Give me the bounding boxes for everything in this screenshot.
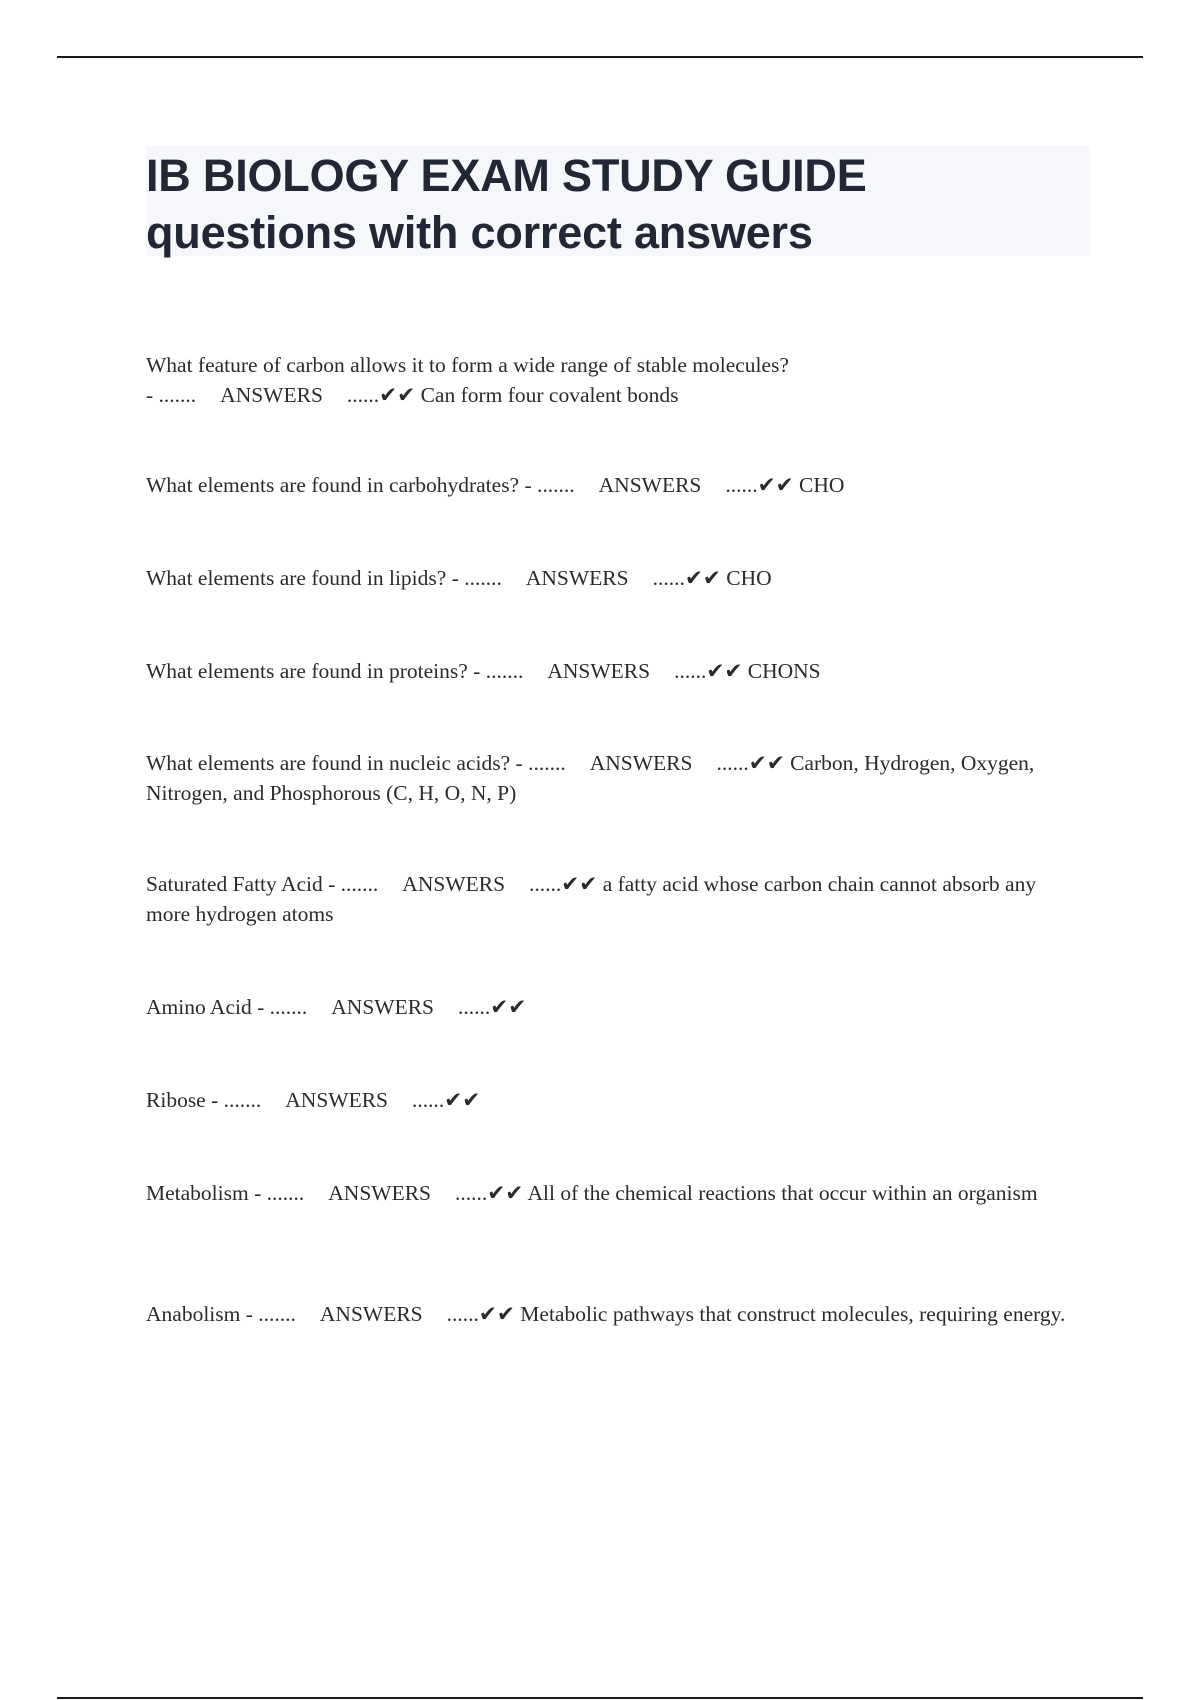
- answers-label: ANSWERS: [331, 995, 434, 1019]
- qa-item-6: [146, 869, 1076, 929]
- separator-left: - .......: [146, 383, 197, 407]
- qa-item-2: [146, 470, 1076, 500]
- title-line-1: IB BIOLOGY EXAM STUDY GUIDE: [146, 150, 867, 201]
- separator-right: ......✔✔: [446, 1302, 515, 1326]
- answers-label: ANSWERS: [547, 659, 651, 683]
- separator-left: - .......: [254, 1181, 305, 1205]
- answers-label: ANSWERS: [220, 383, 323, 407]
- answer-text: CHO: [726, 566, 772, 590]
- separator-right: ......✔✔: [529, 872, 598, 896]
- separator-left: - .......: [473, 659, 524, 683]
- separator-left: - .......: [257, 995, 308, 1019]
- answers-label: ANSWERS: [525, 566, 629, 590]
- separator-left: - .......: [245, 1302, 296, 1326]
- qa-item-8: [146, 1085, 1076, 1115]
- separator-right: ......✔✔: [455, 1181, 524, 1205]
- qa-item-5: [146, 748, 1076, 808]
- answer-text: Metabolic pathways that construct molecules, requiring energy.: [520, 1302, 1066, 1326]
- separator-right: ......✔✔: [652, 566, 721, 590]
- separator-right: ......✔✔: [674, 659, 743, 683]
- qa-item-1: [146, 350, 1076, 410]
- answers-label: ANSWERS: [402, 872, 506, 896]
- qa-item-4: [146, 656, 1076, 686]
- separator-right: ......✔✔: [458, 995, 527, 1019]
- question-text: What feature of carbon allows it to form a wide range of stable molecules?: [146, 353, 789, 377]
- answer-text: CHONS: [747, 659, 821, 683]
- answers-label: ANSWERS: [285, 1088, 389, 1112]
- qa-item-3: [146, 563, 1076, 593]
- separator-right: ......✔✔: [725, 473, 794, 497]
- bottom-rule: [57, 1697, 1143, 1699]
- question-text: What elements are found in nucleic acids?: [146, 751, 511, 775]
- qa-item-10: [146, 1299, 1076, 1329]
- answer-text: CHO: [799, 473, 845, 497]
- separator-left: - .......: [211, 1088, 262, 1112]
- separator-right: ......✔✔: [346, 383, 416, 407]
- page-title: [146, 146, 1090, 261]
- question-text: What elements are found in proteins?: [146, 659, 468, 683]
- answer-text: Carbon, Hydrogen, Oxygen, Nitrogen, and Phosphorous (C, H, O, N, P): [146, 751, 1035, 805]
- answer-text: All of the chemical reactions that occur within an organism: [527, 1181, 1038, 1205]
- answer-text: a fatty acid whose carbon chain cannot absorb any more hydrogen atoms: [146, 872, 1037, 926]
- qa-item-7: [146, 992, 1076, 1022]
- separator-left: - .......: [451, 566, 502, 590]
- qa-item-9: [146, 1178, 1076, 1208]
- question-text: Anabolism: [146, 1302, 241, 1326]
- title-line-2: questions with correct answers: [146, 207, 813, 258]
- question-text: Saturated Fatty Acid: [146, 872, 323, 896]
- title-block: [146, 146, 1090, 256]
- separator-left: - .......: [515, 751, 566, 775]
- separator-right: ......✔✔: [412, 1088, 481, 1112]
- answers-label: ANSWERS: [589, 751, 693, 775]
- question-text: What elements are found in carbohydrates?: [146, 473, 520, 497]
- separator-right: ......✔✔: [716, 751, 785, 775]
- answers-label: ANSWERS: [319, 1302, 423, 1326]
- answers-label: ANSWERS: [328, 1181, 431, 1205]
- answer-text: Can form four covalent bonds: [420, 383, 679, 407]
- separator-left: - .......: [328, 872, 379, 896]
- top-rule: [57, 56, 1143, 58]
- question-text: Amino Acid: [146, 995, 252, 1019]
- question-text: What elements are found in lipids?: [146, 566, 447, 590]
- question-text: Metabolism: [146, 1181, 249, 1205]
- separator-left: - .......: [524, 473, 575, 497]
- answers-label: ANSWERS: [598, 473, 702, 497]
- question-text: Ribose: [146, 1088, 206, 1112]
